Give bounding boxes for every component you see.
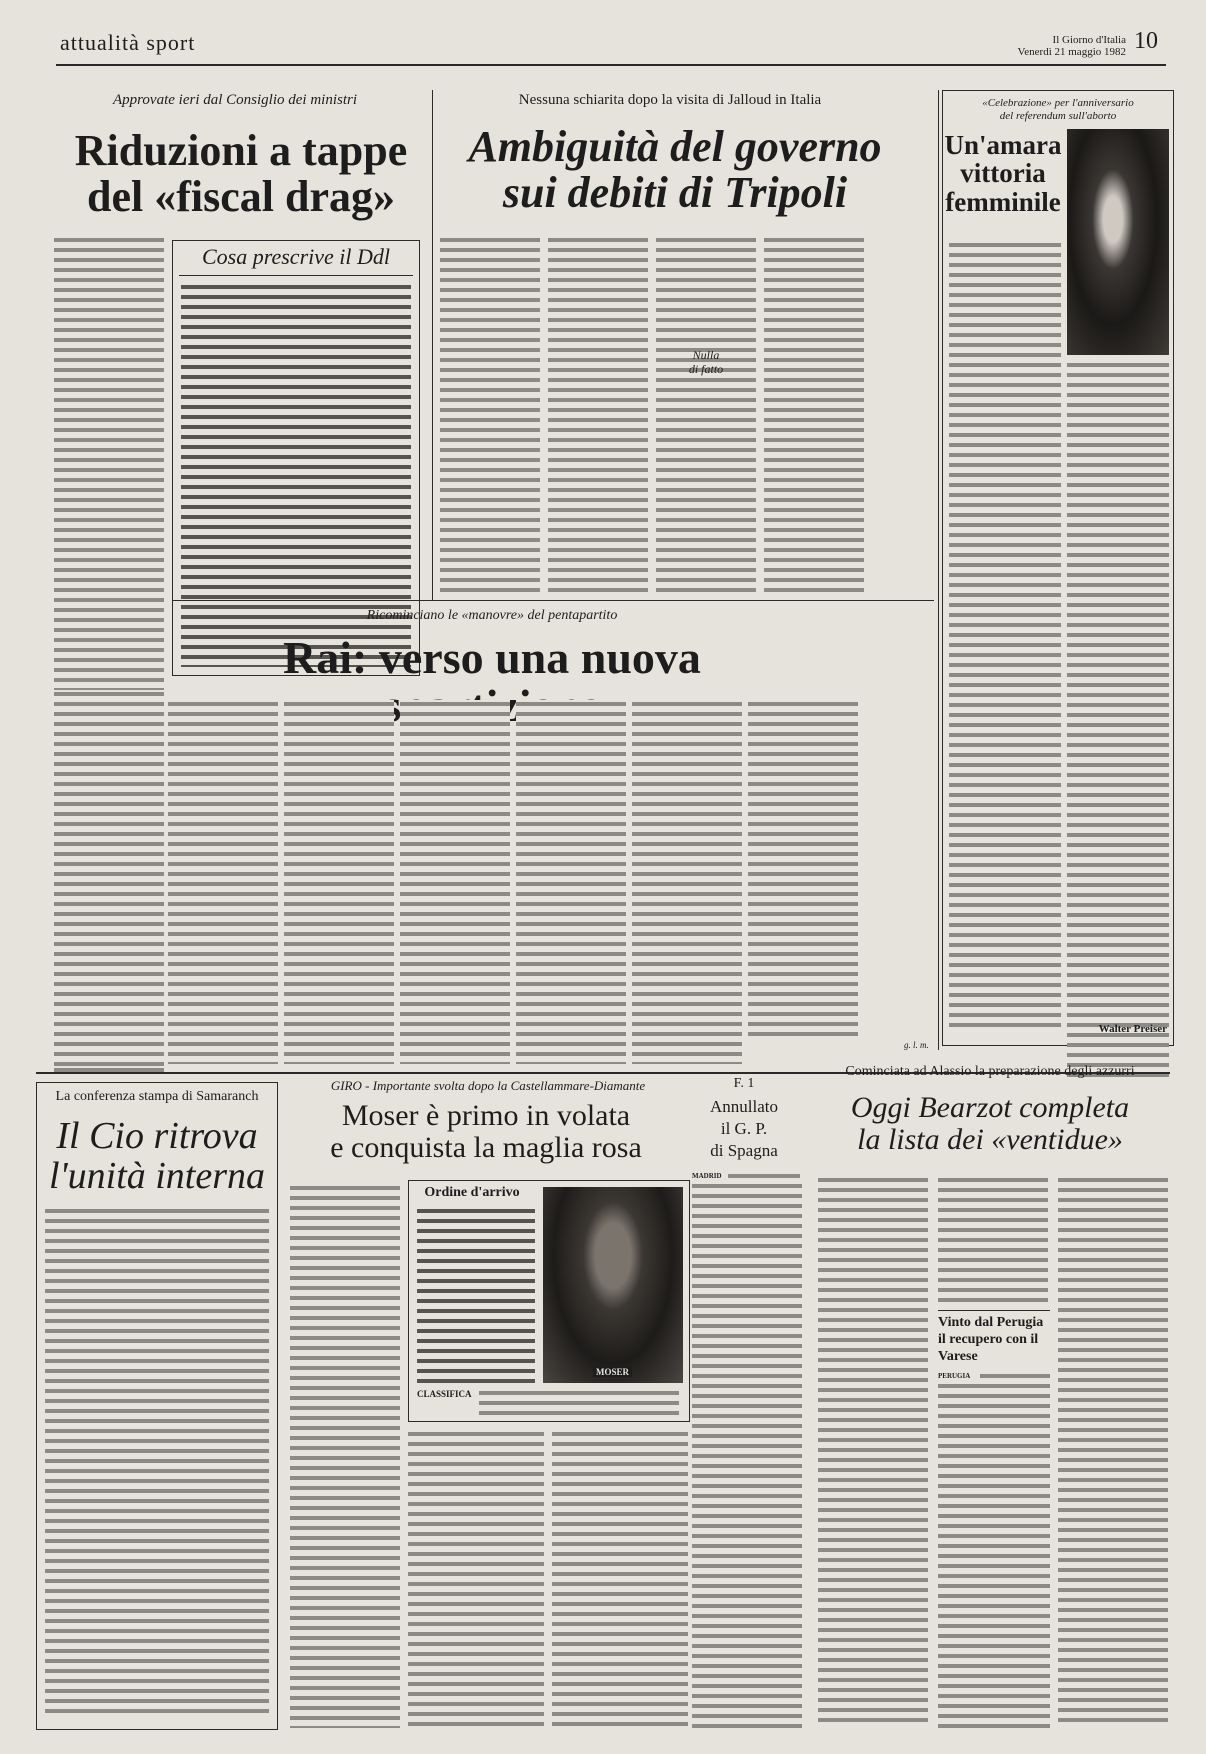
rai-col-5 (632, 700, 742, 1064)
rai-col-4 (516, 700, 626, 1064)
bearzot-kicker: Cominciata ad Alassio la preparazione degli azzurri (845, 1064, 1135, 1079)
f1-body (692, 1182, 802, 1728)
bearzot-col-3 (1058, 1176, 1168, 1728)
f1-headline-line1: Annullato (710, 1097, 778, 1116)
aborto-byline: Walter Preiser (1098, 1023, 1167, 1035)
ddl-box-title: Cosa prescrive il Ddl (202, 244, 390, 269)
fiscal-headline-line2: del «fiscal drag» (87, 172, 395, 222)
perugia-subhead (938, 1314, 1050, 1365)
fiscal-kicker: Approvate ieri dal Consiglio dei ministri (112, 92, 358, 108)
aborto-headline-line3: femminile (945, 186, 1061, 217)
rai-col-2 (284, 700, 394, 1064)
rai-kicker: Ricominciano le «manovre» del pentapartito (366, 608, 618, 623)
tripoli-note (656, 348, 756, 376)
cio-body (45, 1207, 269, 1715)
aborto-headline-line2: vittoria (960, 158, 1046, 189)
f1-body-first (728, 1172, 800, 1180)
f1-dateline: MADRID (692, 1172, 722, 1180)
giro-kicker: GIRO - Importante svolta dopo la Castellammare-Diamante (330, 1078, 646, 1093)
cio-kicker: La conferenza stampa di Samaranch (55, 1089, 259, 1104)
ddl-box-rule (179, 275, 413, 276)
header-rule (56, 64, 1166, 66)
tripoli-col-1 (440, 236, 540, 592)
aborto-headline-line1: Un'amara (944, 130, 1062, 160)
giro-col-3 (552, 1430, 688, 1728)
aborto-photo (1067, 129, 1169, 355)
page-number: 10 (1134, 28, 1158, 54)
aborto-headline (943, 131, 1063, 216)
varese-rule (938, 1310, 1050, 1311)
perugia-dateline: PERUGIA (938, 1372, 971, 1380)
giro-headline (286, 1100, 686, 1163)
rai-col-3 (400, 700, 510, 1064)
bearzot-headline (810, 1092, 1170, 1155)
f1-kicker: F. 1 (733, 1076, 755, 1091)
f1-headline-line2: il G. P. (720, 1119, 768, 1138)
rai-col-1 (168, 700, 278, 1064)
order-box-text (417, 1207, 535, 1383)
f1-headline (694, 1096, 794, 1162)
masthead-name: Il Giorno d'Italia (1052, 34, 1126, 46)
tripoli-note-line1: Nulla (692, 348, 720, 362)
perugia-subhead-line1: Vinto dal Perugia (938, 1315, 1044, 1330)
giro-headline-line2: e conquista la maglia rosa (330, 1130, 642, 1164)
tripoli-headline-line1: Ambiguità del governo (468, 122, 882, 171)
column-rule (432, 90, 433, 600)
aborto-box (942, 90, 1174, 1046)
classifica-label: CLASSIFICA (417, 1389, 472, 1399)
tripoli-col-3 (656, 236, 756, 592)
rai-col-6 (748, 700, 858, 1038)
photo-label: MOSER (593, 1367, 632, 1377)
tripoli-kicker: Nessuna schiarita dopo la visita di Jalloud in Italia (518, 92, 822, 108)
perugia-body-first (980, 1372, 1050, 1380)
giro-order-box (408, 1180, 690, 1422)
tripoli-note-line2: di fatto (688, 362, 724, 376)
tripoli-headline-line2: sui debiti di Tripoli (502, 168, 848, 218)
bearzot-col-2-top (938, 1176, 1048, 1306)
bearzot-headline-line2: la lista dei «ventidue» (857, 1122, 1123, 1156)
tripoli-col-2 (548, 236, 648, 592)
perugia-subhead-line2: il recupero con il (938, 1332, 1039, 1347)
f1-headline-line3: di Spagna (710, 1141, 778, 1160)
aborto-col-1 (949, 241, 1061, 1031)
tripoli-col-4 (764, 236, 864, 592)
rai-end-mark: g. l. m. (904, 1040, 929, 1050)
order-box-title: Ordine d'arrivo (424, 1185, 520, 1200)
cio-headline-line2: l'unità interna (48, 1154, 266, 1197)
giro-headline-line1: Moser è primo in volata (341, 1099, 631, 1132)
cio-headline-line1: Il Cio ritrova (56, 1115, 258, 1157)
rai-col-0 (54, 690, 164, 1066)
issue-date (966, 34, 1126, 58)
moser-photo (543, 1187, 683, 1383)
aborto-kicker-line1: «Celebrazione» per l'anniversario (982, 97, 1134, 109)
cio-box (36, 1082, 278, 1730)
rai-top-rule (172, 600, 934, 601)
cio-headline (37, 1117, 277, 1197)
bearzot-headline-line1: Oggi Bearzot completa (850, 1091, 1130, 1124)
column-rule-right (938, 90, 939, 1050)
date-text: Venerdì 21 maggio 1982 (1017, 46, 1126, 58)
fiscal-headline (56, 128, 426, 220)
perugia-subhead-line3: Varese (938, 1349, 978, 1364)
aborto-kicker-line2: del referendum sull'aborto (999, 110, 1117, 122)
rai-headline: Rai: verso una nuova (283, 632, 701, 683)
classifica-text (479, 1389, 679, 1417)
bearzot-col-1 (818, 1176, 928, 1728)
fiscal-headline-line1: Riduzioni a tappe (74, 126, 408, 175)
giro-col-1 (290, 1184, 400, 1728)
section-title: attualità sport (60, 30, 196, 55)
aborto-col-2 (1067, 361, 1169, 1081)
bearzot-col-2-bottom (938, 1382, 1050, 1728)
giro-col-2 (408, 1430, 544, 1728)
tripoli-headline (440, 124, 910, 216)
aborto-kicker (947, 97, 1169, 123)
